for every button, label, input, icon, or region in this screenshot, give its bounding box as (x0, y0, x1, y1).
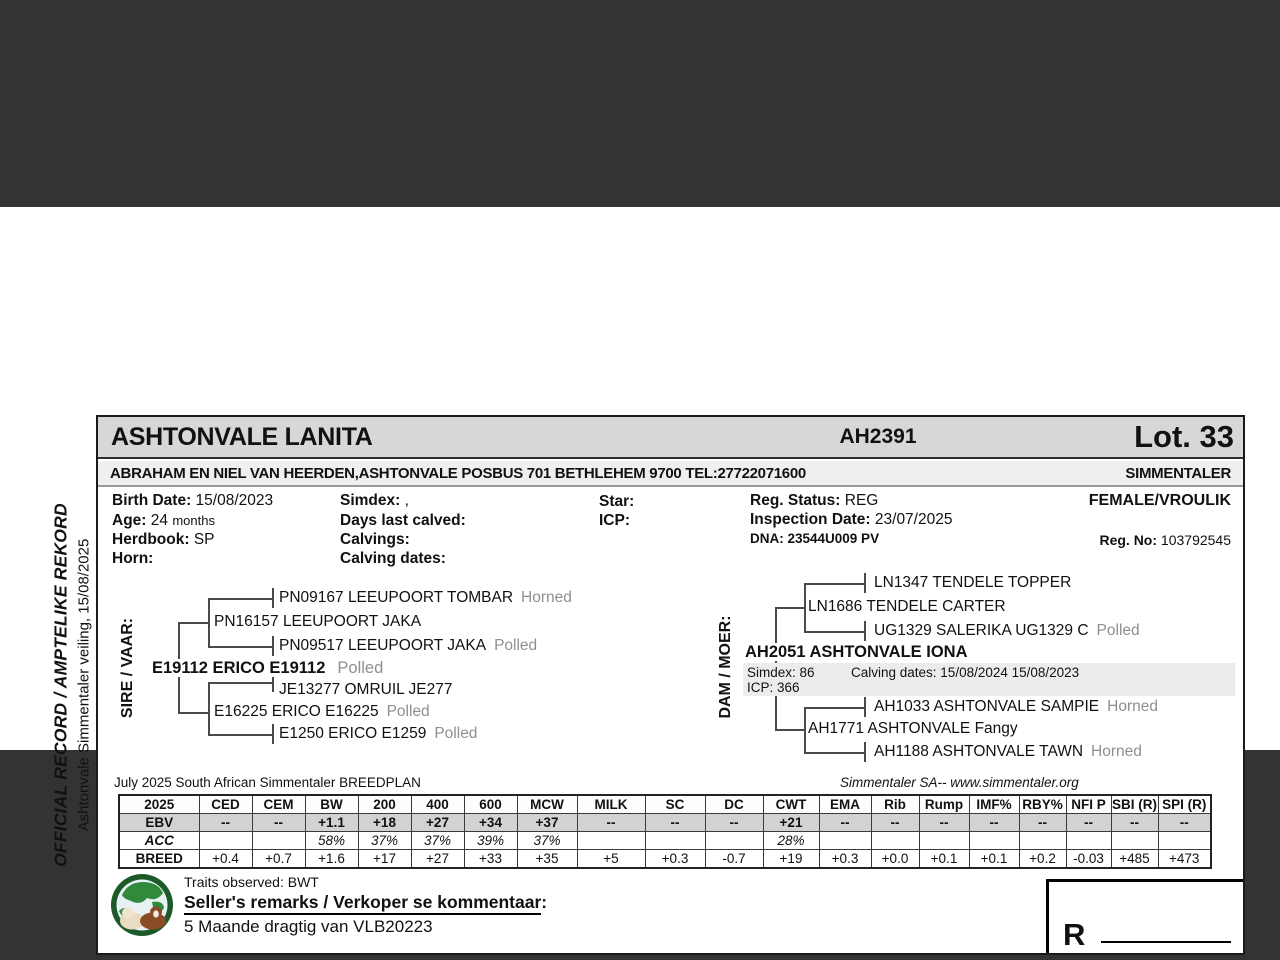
pedigree-dam-sire-dam: UG1329 SALERIKA UG1329 C Polled (874, 622, 1140, 639)
ebv-cell: -- (919, 814, 969, 832)
ebv-cell: +485 (1111, 850, 1158, 869)
horn-row: Horn: (112, 550, 154, 567)
horn-status: Horned (1107, 698, 1158, 715)
ebv-column-header: Rib (871, 795, 919, 814)
official-record-label: OFFICIAL RECORD / AMPTELIKE REKORD (50, 503, 71, 867)
reg-status-row: Reg. Status: REG (750, 492, 879, 509)
pedigree-dam-sire: LN1686 TENDELE CARTER (808, 598, 1014, 616)
ebv-cell (1019, 832, 1066, 850)
ebv-cell: -- (577, 814, 645, 832)
ebv-cell: -- (705, 814, 763, 832)
herdbook-row: Herdbook: SP (112, 531, 215, 548)
pedigree-sire-dam: E16225 ERICO E16225 Polled (214, 703, 430, 720)
seller-remarks-text: 5 Maande dragtig van VLB20223 (184, 917, 433, 936)
pedigree-dam-sire-sire: LN1347 TENDELE TOPPER (874, 574, 1079, 592)
sire-section-label: SIRE / VAAR: (119, 617, 136, 719)
horn-status: Polled (1096, 622, 1140, 639)
ebv-cell: -- (1158, 814, 1211, 832)
pedigree-line (804, 707, 866, 709)
pedigree-line (864, 573, 866, 593)
ebv-column-header: SBI (R) (1112, 797, 1157, 812)
pedigree-dam: AH2051 ASHTONVALE IONA (745, 643, 980, 662)
title-bar (98, 417, 1243, 459)
dam-icp: ICP: 366 (747, 680, 800, 695)
ebv-cell: 58% (305, 832, 358, 850)
ebv-cell: -- (252, 814, 305, 832)
ebv-cell: -- (871, 814, 919, 832)
ebv-cell: +473 (1158, 850, 1211, 869)
ebv-column-header: Rump (919, 795, 969, 814)
horn-status (421, 613, 429, 630)
ebv-cell: +0.4 (199, 850, 252, 869)
ebv-cell (645, 832, 705, 850)
animal-id: AH2391 (839, 425, 917, 448)
sex-label: FEMALE/VROULIK (1088, 492, 1231, 509)
pedigree-line (775, 729, 804, 731)
pedigree-line (804, 752, 866, 754)
horn-status: Horned (521, 589, 572, 606)
ebv-column-header: NFI P (1066, 795, 1111, 814)
days-last-calved-row: Days last calved: (340, 512, 466, 529)
ebv-column-header: SPI (R) (1158, 795, 1211, 814)
ebv-column-header: MILK (577, 795, 645, 814)
ebv-cell: +37 (517, 814, 577, 832)
ebv-cell (1111, 832, 1158, 850)
ebv-cell: 39% (464, 832, 517, 850)
pedigree-sire: E19112 ERICO E19112 Polled (152, 659, 384, 677)
pedigree-line (208, 646, 272, 648)
dam-section-label: DAM / MOER: (717, 615, 734, 719)
ebv-cell: +17 (358, 850, 411, 869)
ebv-cell: +0.3 (819, 850, 871, 869)
horn-status (1071, 574, 1079, 591)
pedigree-line (208, 598, 210, 648)
icp-row: ICP: (599, 512, 630, 529)
pedigree-sire-dam-dam: E1250 ERICO E1259 Polled (279, 725, 478, 742)
ebv-cell (1158, 832, 1211, 850)
pedigree-line (775, 607, 804, 609)
ebv-cell: +1.6 (305, 850, 358, 869)
ebv-cell: +19 (763, 850, 819, 869)
pedigree-line (208, 682, 210, 736)
ebv-cell: +0.3 (645, 850, 705, 869)
inspection-date-row: Inspection Date: 23/07/2025 (750, 511, 953, 528)
breed-name: SIMMENTALER (1125, 464, 1231, 482)
pedigree-line (208, 598, 272, 600)
ebv-cell: +1.1 (305, 814, 358, 832)
price-currency-label: R (1063, 917, 1086, 952)
simmentaler-logo-icon (110, 873, 174, 937)
seller-address: ABRAHAM EN NIEL VAN HEERDEN,ASHTONVALE POSBUS 701 BETHLEHEM 9700 TEL:27722071600 (110, 464, 806, 482)
pedigree-line (178, 712, 210, 714)
age-row: Age: 24 months (112, 512, 215, 529)
calvings-row: Calvings: (340, 531, 410, 548)
seller-remarks-heading: Seller's remarks / Verkoper se kommentaar: (184, 892, 547, 913)
ebv-cell: -0.03 (1066, 850, 1111, 869)
horn-status: Polled (386, 703, 430, 720)
calving-dates-row: Calving dates: (340, 550, 446, 567)
ebv-column-header: CED (199, 795, 252, 814)
ebv-cell: +27 (411, 814, 464, 832)
ebv-cell: -0.7 (705, 850, 763, 869)
ebv-cell: 37% (358, 832, 411, 850)
horn-status (1006, 598, 1014, 615)
pedigree-line (272, 636, 274, 656)
auction-label: Ashtonvale Simmentaler veiling, 15/08/2025 (75, 538, 93, 832)
ebv-column-header: 600 (464, 795, 517, 814)
pedigree-line (178, 622, 210, 624)
ebv-column-header: BW (305, 795, 358, 814)
ebv-column-header: CWT (763, 795, 819, 814)
ebv-cell (577, 832, 645, 850)
dam-info-strip (743, 663, 1235, 696)
ebv-cell: -- (1111, 814, 1158, 832)
pedigree-dam-dam-sire: AH1033 ASHTONVALE SAMPIE Horned (874, 698, 1158, 715)
ebv-cell: -- (645, 814, 705, 832)
pedigree-line (804, 707, 806, 754)
pedigree-line (272, 724, 274, 744)
breedplan-title: July 2025 South African Simmentaler BREEDPLAN (114, 775, 421, 790)
pedigree-dam-dam: AH1771 ASHTONVALE Fangy (808, 720, 1026, 738)
ebv-column-header: 200 (358, 795, 411, 814)
breedplan-source: Simmentaler SA-- www.simmentaler.org (840, 775, 1079, 790)
ebv-cell: +0.1 (919, 850, 969, 869)
ebv-cell: +34 (464, 814, 517, 832)
animal-name-title: ASHTONVALE LANITA (111, 422, 373, 451)
ebv-cell (705, 832, 763, 850)
pedigree-sire-sire-dam: PN09517 LEEUPOORT JAKA Polled (279, 637, 538, 654)
ebv-cell: +0.7 (252, 850, 305, 869)
star-row: Star: (599, 493, 635, 510)
pedigree-line (804, 583, 806, 633)
ebv-cell: +5 (577, 850, 645, 869)
birth-date-row: Birth Date: 15/08/2023 (112, 492, 274, 509)
ebv-cell: -- (1066, 814, 1111, 832)
lot-document (96, 415, 1245, 955)
dna-row: DNA: 23544U009 PV (750, 531, 880, 546)
document-sheet (0, 207, 1280, 952)
horn-status: Polled (494, 637, 538, 654)
reg-no-row: Reg. No: 103792545 (1099, 532, 1231, 548)
ebv-row-label: BREED (119, 850, 199, 869)
ebv-cell: -- (969, 814, 1019, 832)
sidebar-vertical-text (48, 503, 95, 867)
ebv-cell: 37% (517, 832, 577, 850)
lot-number: Lot. 33 (1134, 419, 1234, 454)
pedigree-sire-dam-sire: JE13277 OMRUIL JE277 (279, 681, 460, 699)
ebv-cell (199, 832, 252, 850)
ebv-cell (919, 832, 969, 850)
ebv-cell: +0.2 (1019, 850, 1066, 869)
ebv-cell: +21 (763, 814, 819, 832)
ebv-cell (252, 832, 305, 850)
horn-status (972, 643, 980, 661)
price-box (1046, 879, 1243, 953)
ebv-column-header: SC (645, 795, 705, 814)
ebv-column-header: RBY% (1019, 795, 1066, 814)
pedigree-line (864, 697, 866, 717)
horn-status (452, 681, 460, 698)
horn-status (1018, 720, 1026, 737)
ebv-cell: -- (819, 814, 871, 832)
ebv-column-header: 2025 (119, 795, 199, 814)
ebv-column-header: CEM (252, 795, 305, 814)
ebv-column-header: IMF% (969, 795, 1019, 814)
ebv-cell: +18 (358, 814, 411, 832)
ebv-cell (871, 832, 919, 850)
ebv-column-header: 400 (411, 795, 464, 814)
ebv-cell (969, 832, 1019, 850)
pedigree-line (804, 583, 866, 585)
pedigree-dam-dam-dam: AH1188 ASHTONVALE TAWN Horned (874, 743, 1142, 760)
dam-simdex: Simdex: 86 (747, 665, 815, 680)
ebv-column-header: EMA (819, 795, 871, 814)
ebv-cell: -- (199, 814, 252, 832)
ebv-column-header: MCW (517, 795, 577, 814)
pedigree-line (864, 742, 866, 762)
dam-calving-dates: Calving dates: 15/08/2024 15/08/2023 (851, 665, 1080, 680)
ebv-cell: 37% (411, 832, 464, 850)
ebv-cell: 28% (763, 832, 819, 850)
pedigree-line (208, 734, 272, 736)
ebv-cell: -- (1019, 814, 1066, 832)
pedigree-line (272, 588, 274, 608)
price-write-in-line (1101, 941, 1231, 943)
ebv-cell (1066, 832, 1111, 850)
horn-status: Polled (337, 659, 384, 677)
ebv-cell: +33 (464, 850, 517, 869)
pedigree-line (804, 631, 866, 633)
ebv-cell: +0.0 (871, 850, 919, 869)
ebv-column-header: DC (705, 795, 763, 814)
ebv-cell: +27 (411, 850, 464, 869)
traits-observed: Traits observed: BWT (184, 874, 319, 890)
horn-status: Horned (1091, 743, 1142, 760)
seller-bar (98, 461, 1243, 487)
pedigree-line (208, 682, 272, 684)
ebv-cell: +35 (517, 850, 577, 869)
ebv-row-label: EBV (119, 814, 199, 832)
ebv-table (118, 794, 1212, 869)
ebv-row-label: ACC (119, 832, 199, 850)
pedigree-sire-sire-sire: PN09167 LEEUPOORT TOMBAR Horned (279, 589, 572, 606)
simdex-row: Simdex: , (340, 492, 409, 509)
ebv-cell (819, 832, 871, 850)
pedigree-sire-sire: PN16157 LEEUPOORT JAKA (214, 613, 429, 631)
horn-status: Polled (434, 725, 478, 742)
ebv-cell: +0.1 (969, 850, 1019, 869)
pedigree-line (864, 621, 866, 641)
